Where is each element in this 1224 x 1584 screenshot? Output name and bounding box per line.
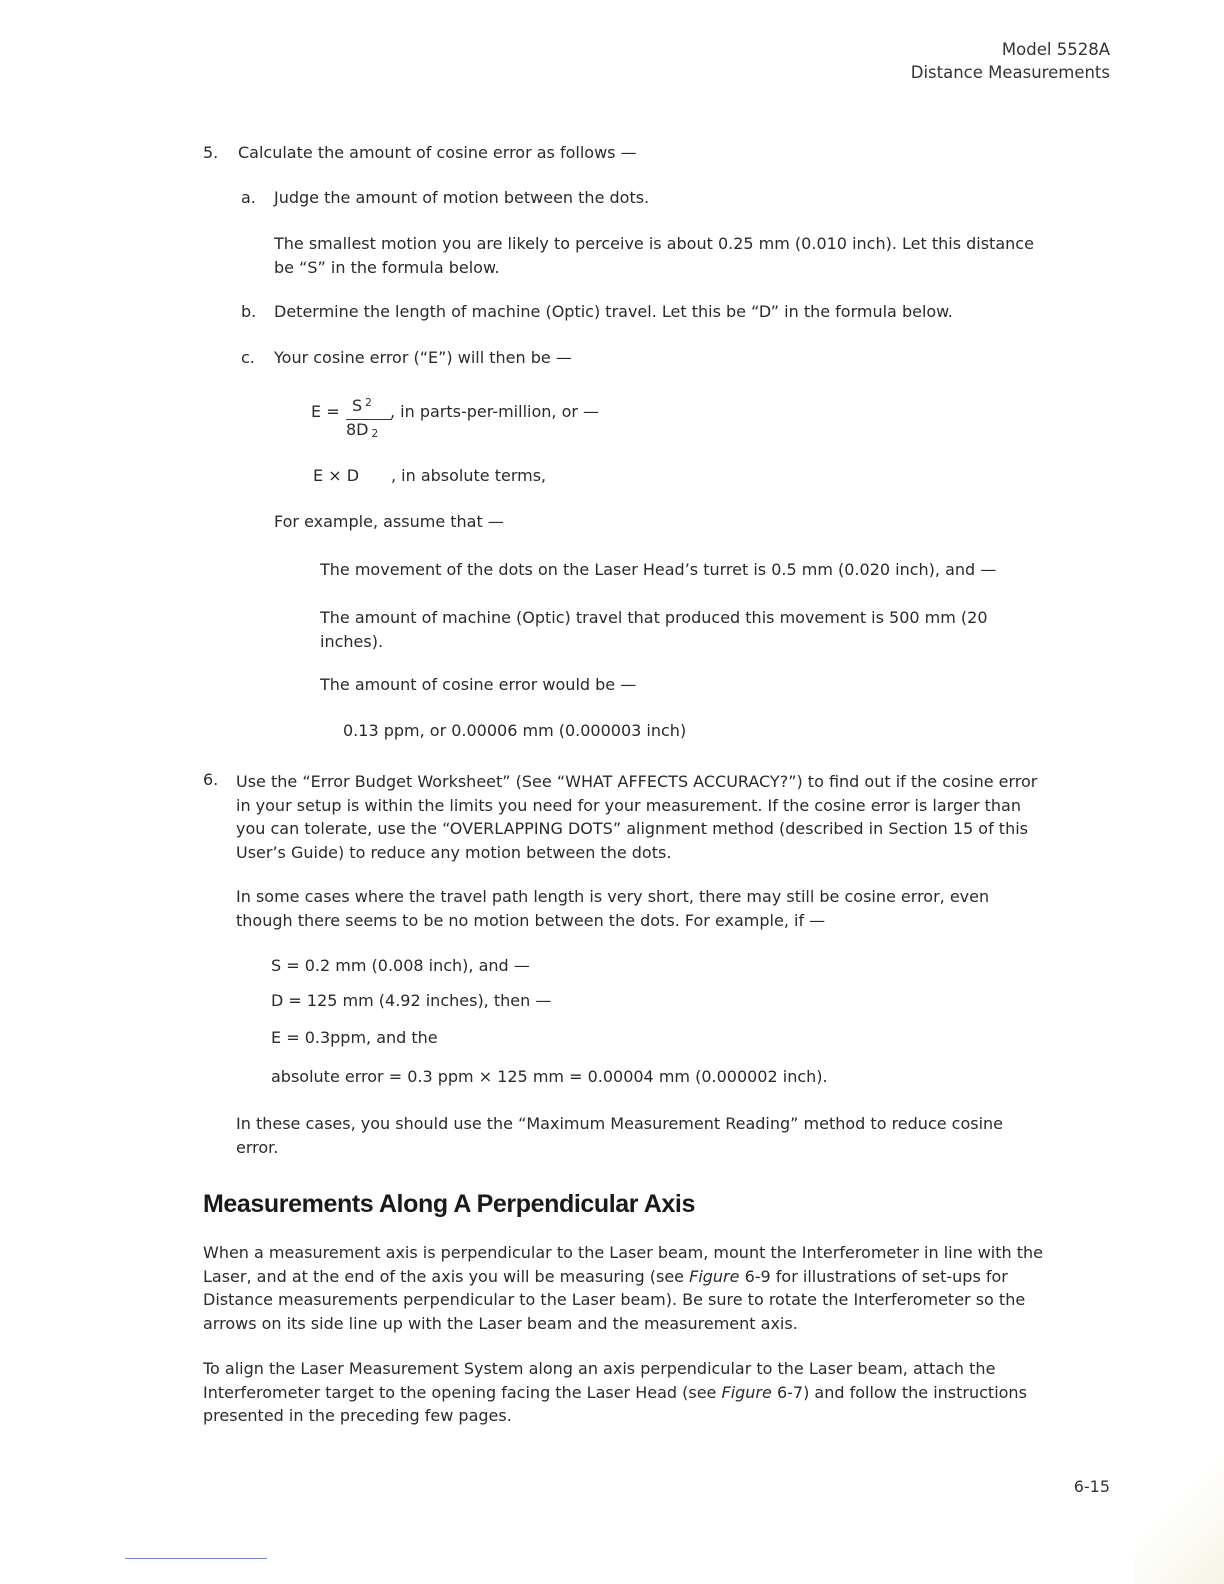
denominator-symbol: 8D: [346, 420, 369, 439]
step-5-number: 5.: [203, 143, 219, 162]
substep-a-detail: The smallest motion you are likely to perceive is about 0.25 mm (0.010 inch). Let this distance be “S” in the formula below.: [274, 234, 1034, 277]
substep-c-text: Your cosine error (“E”) will then be —: [274, 348, 572, 367]
denominator-exponent: 2: [371, 428, 379, 440]
numerator-symbol: S: [352, 396, 363, 415]
header-section-title: Distance Measurements: [910, 63, 1110, 82]
example-equation-s: S = 0.2 mm (0.008 inch), and —: [271, 956, 530, 975]
header-model: Model 5528A: [1001, 40, 1110, 59]
section-heading: Measurements Along A Perpendicular Axis: [203, 1190, 695, 1218]
absolute-formula-suffix: , in absolute terms,: [391, 466, 547, 485]
paper-shading: [1134, 1444, 1224, 1584]
example-line-2: The amount of machine (Optic) travel that produced this movement is 500 mm (20 inches).: [320, 608, 988, 651]
example-equation-e: E = 0.3ppm, and the: [271, 1028, 438, 1047]
substep-a-label: a.: [241, 188, 256, 207]
absolute-formula-expr: E × D: [313, 466, 360, 485]
paragraph-1-text-b: 6-9 for illustrations of set-ups for Distance measurements perpendicular to the Laser beam). Be sure to rotate the Interferometer so the arrows on its side line up with the Laser beam and the measurement axis.: [203, 1266, 1026, 1333]
paragraph-2-text-b: 6-7) and follow the instructions presented in the preceding few pages.: [203, 1382, 1027, 1425]
footnote-rule: [125, 1558, 267, 1559]
formula-lhs: E =: [311, 402, 340, 421]
formula-denominator: [346, 420, 378, 440]
substep-b-text: Determine the length of machine (Optic) travel. Let this be “D” in the formula below.: [274, 302, 953, 321]
section-paragraph-2: [203, 1357, 1043, 1428]
section-paragraph-1: [203, 1241, 1043, 1335]
step-6-number: 6.: [203, 770, 219, 789]
page-number: 6-15: [1073, 1477, 1110, 1496]
numerator-exponent: 2: [365, 397, 372, 409]
paragraph-1-text-a: When a measurement axis is perpendicular to the Laser beam, mount the Interferometer in line with the Laser, and at the end of the axis you will be measuring (see: [203, 1243, 1043, 1286]
step-5-text: Calculate the amount of cosine error as follows —: [238, 143, 637, 162]
figure-reference-6-9: Figure: [689, 1266, 740, 1286]
step-6-para-3: In these cases, you should use the “Maximum Measurement Reading” method to reduce cosine error.: [236, 1114, 1004, 1157]
example-line-3: The amount of cosine error would be —: [320, 675, 637, 694]
formula-numerator: [352, 396, 372, 415]
step-6-text: Use the “Error Budget Worksheet” (See “WHAT AFFECTS ACCURACY?”) to find out if the cosine error in your setup is within the limits you need for your measurement. If the cosine error is larger than you can tolerate, use the “OVERLAPPING DOTS” alignment method (described in Section 15 of this User’s Guide) to reduce any motion between the dots.: [236, 772, 1038, 862]
substep-c-label: c.: [241, 348, 255, 367]
example-intro: For example, assume that —: [274, 512, 504, 531]
figure-reference-6-7: Figure: [721, 1382, 772, 1402]
paragraph-2-text-a: To align the Laser Measurement System along an axis perpendicular to the Laser beam, attach the Interferometer target to the opening facing the Laser Head (see: [203, 1359, 996, 1402]
example-equation-d: D = 125 mm (4.92 inches), then —: [271, 991, 552, 1010]
example-line-1: The movement of the dots on the Laser Head’s turret is 0.5 mm (0.020 inch), and —: [320, 560, 997, 579]
substep-b-label: b.: [241, 302, 257, 321]
example-equation-absolute: absolute error = 0.3 ppm × 125 mm = 0.00004 mm (0.000002 inch).: [271, 1067, 828, 1086]
example-result: 0.13 ppm, or 0.00006 mm (0.000003 inch): [343, 721, 687, 740]
formula-suffix: , in parts-per-million, or —: [390, 402, 600, 421]
step-6-para-2: In some cases where the travel path length is very short, there may still be cosine error, even though there seems to be no motion between the dots. For example, if —: [236, 887, 990, 930]
substep-a-text: Judge the amount of motion between the dots.: [274, 188, 650, 207]
